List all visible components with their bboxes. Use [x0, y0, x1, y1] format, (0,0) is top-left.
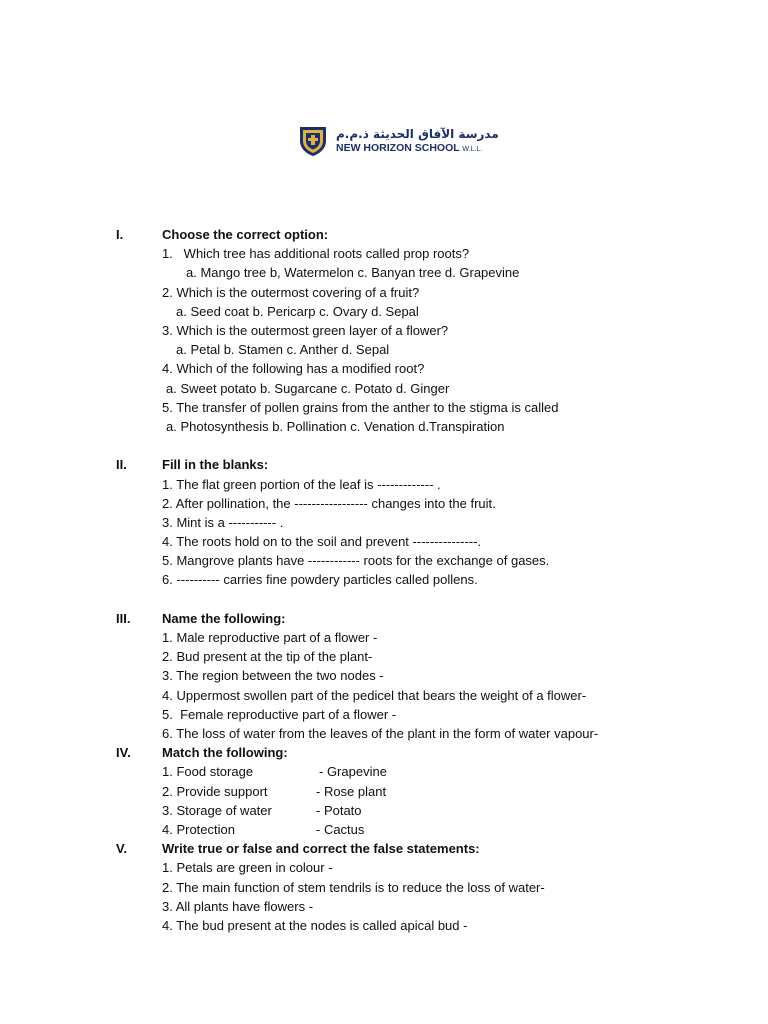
section-numeral: II. [116, 457, 127, 472]
match-left: 3. Storage of water [162, 803, 272, 818]
section-numeral: IV. [116, 745, 131, 760]
match-right: - Cactus [316, 822, 365, 837]
match-right: - Potato [316, 803, 362, 818]
section-numeral: I. [116, 227, 124, 242]
section-title: Name the following: [162, 611, 286, 626]
section-title: Choose the correct option: [162, 227, 329, 242]
match-left: 4. Protection [162, 822, 235, 837]
section-numeral: V. [116, 841, 128, 856]
school-crest-icon [296, 124, 330, 158]
section-title: Match the following: [162, 745, 288, 760]
match-left: 1. Food storage [162, 764, 254, 779]
section-title: Write true or false and correct the false statements: [162, 841, 480, 856]
school-name-arabic: مدرسة الآفاق الحديثة ذ.م.م [336, 127, 499, 142]
school-logo [296, 123, 499, 159]
section-title: Fill in the blanks: [162, 457, 269, 472]
school-suffix: W.L.L. [462, 146, 483, 154]
school-name-english: NEW HORIZON SCHOOL W.L.L. [336, 142, 483, 155]
section-numeral: III. [116, 611, 131, 626]
match-left: 2. Provide support [162, 784, 268, 799]
match-right: - Grapevine [319, 764, 387, 779]
match-right: - Rose plant [316, 784, 387, 799]
